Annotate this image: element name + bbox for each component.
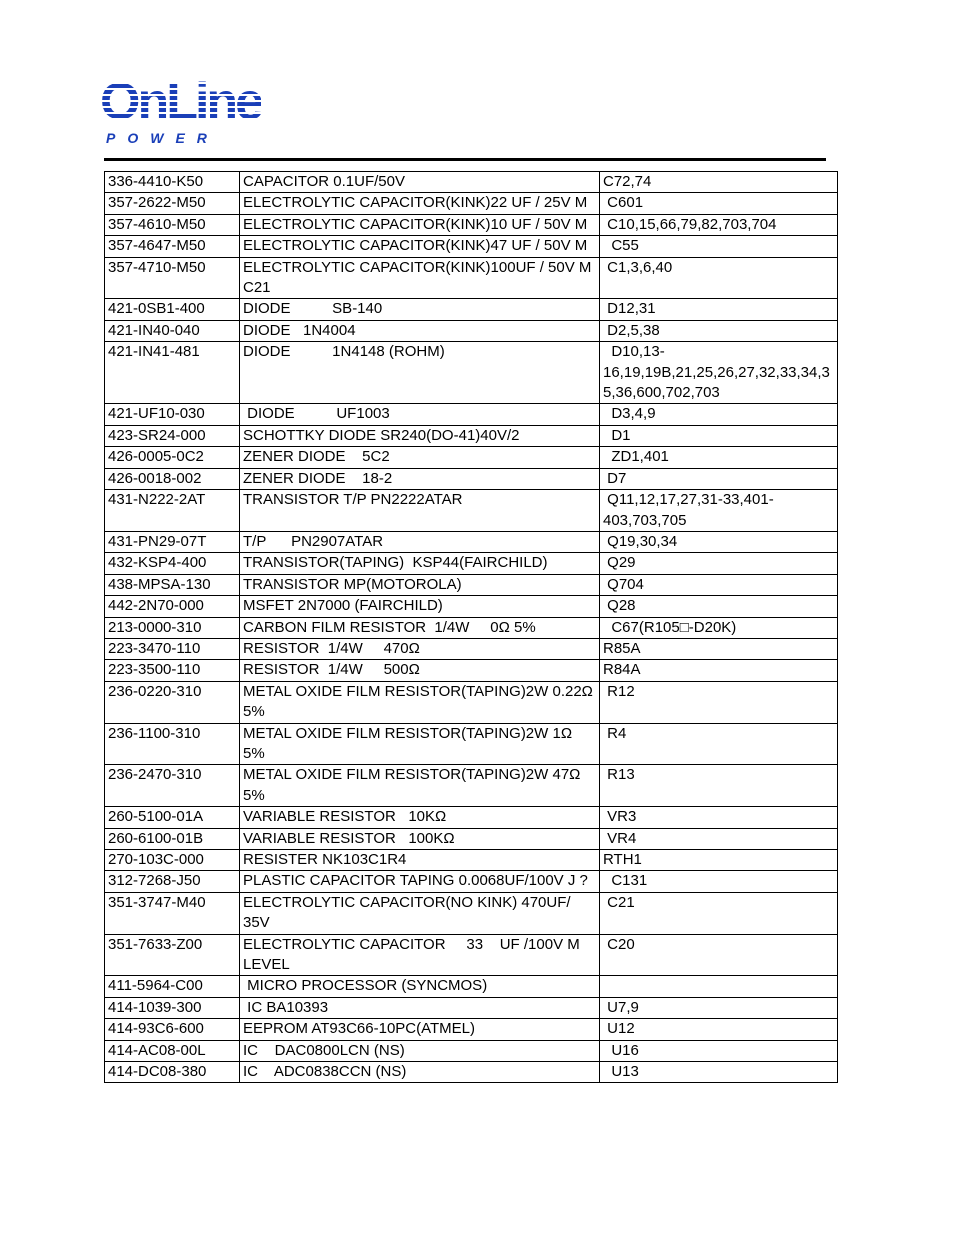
table-row: [105, 320, 838, 341]
description-cell: PLASTIC CAPACITOR TAPING 0.0068UF/100V J ?: [240, 871, 600, 892]
reference-cell: Q29: [600, 553, 838, 574]
table-row: [105, 257, 838, 299]
reference-cell: D3,4,9: [600, 404, 838, 425]
part-number-cell: 236-2470-310: [105, 765, 240, 807]
description-cell: RESISTER NK103C1R4: [240, 850, 600, 871]
description-cell: ZENER DIODE 5C2: [240, 447, 600, 468]
reference-cell: D1: [600, 425, 838, 446]
table-row: [105, 828, 838, 849]
table-row: [105, 299, 838, 320]
part-number-cell: 426-0005-0C2: [105, 447, 240, 468]
reference-cell: R13: [600, 765, 838, 807]
part-number-cell: 431-N222-2AT: [105, 490, 240, 532]
part-number-cell: 414-93C6-600: [105, 1019, 240, 1040]
reference-cell: U7,9: [600, 997, 838, 1018]
reference-cell: C67(R105□-D20K): [600, 617, 838, 638]
part-number-cell: 357-2622-M50: [105, 193, 240, 214]
description-cell: TRANSISTOR(TAPING) KSP44(FAIRCHILD): [240, 553, 600, 574]
reference-cell: [600, 976, 838, 997]
table-row: [105, 1040, 838, 1061]
part-number-cell: 236-0220-310: [105, 681, 240, 723]
reference-cell: C131: [600, 871, 838, 892]
description-cell: IC ADC0838CCN (NS): [240, 1062, 600, 1083]
description-cell: TRANSISTOR T/P PN2222ATAR: [240, 490, 600, 532]
part-number-cell: 351-3747-M40: [105, 892, 240, 934]
part-number-cell: 223-3470-110: [105, 638, 240, 659]
table-row: [105, 1019, 838, 1040]
header-divider: [104, 158, 826, 161]
reference-cell: D12,31: [600, 299, 838, 320]
reference-cell: C10,15,66,79,82,703,704: [600, 214, 838, 235]
description-cell: VARIABLE RESISTOR 100KΩ: [240, 828, 600, 849]
reference-cell: R12: [600, 681, 838, 723]
description-cell: CARBON FILM RESISTOR 1/4W 0Ω 5%: [240, 617, 600, 638]
table-row: [105, 638, 838, 659]
part-number-cell: 336-4410-K50: [105, 172, 240, 193]
part-number-cell: 421-0SB1-400: [105, 299, 240, 320]
table-row: [105, 531, 838, 552]
part-number-cell: 431-PN29-07T: [105, 531, 240, 552]
reference-cell: U12: [600, 1019, 838, 1040]
parts-list-table: [104, 171, 838, 1083]
description-cell: MICRO PROCESSOR (SYNCMOS): [240, 976, 600, 997]
reference-cell: C20: [600, 934, 838, 976]
part-number-cell: 351-7633-Z00: [105, 934, 240, 976]
table-row: [105, 807, 838, 828]
reference-cell: U13: [600, 1062, 838, 1083]
description-cell: METAL OXIDE FILM RESISTOR(TAPING)2W 47Ω 5%: [240, 765, 600, 807]
reference-cell: Q28: [600, 596, 838, 617]
table-row: [105, 997, 838, 1018]
part-number-cell: 423-SR24-000: [105, 425, 240, 446]
description-cell: RESISTOR 1/4W 470Ω: [240, 638, 600, 659]
part-number-cell: 357-4647-M50: [105, 236, 240, 257]
table-row: [105, 193, 838, 214]
description-cell: ELECTROLYTIC CAPACITOR(KINK)22 UF / 25V M: [240, 193, 600, 214]
description-cell: RESISTOR 1/4W 500Ω: [240, 660, 600, 681]
reference-cell: Q11,12,17,27,31-33,401-403,703,705: [600, 490, 838, 532]
description-cell: METAL OXIDE FILM RESISTOR(TAPING)2W 0.22Ω 5%: [240, 681, 600, 723]
table-row: [105, 934, 838, 976]
description-cell: ELECTROLYTIC CAPACITOR 33 UF /100V M LEVEL: [240, 934, 600, 976]
reference-cell: C72,74: [600, 172, 838, 193]
description-cell: CAPACITOR 0.1UF/50V: [240, 172, 600, 193]
reference-cell: C55: [600, 236, 838, 257]
table-row: [105, 553, 838, 574]
table-row: [105, 596, 838, 617]
reference-cell: VR3: [600, 807, 838, 828]
description-cell: DIODE SB-140: [240, 299, 600, 320]
table-row: [105, 617, 838, 638]
description-cell: EEPROM AT93C66-10PC(ATMEL): [240, 1019, 600, 1040]
part-number-cell: 432-KSP4-400: [105, 553, 240, 574]
reference-cell: C601: [600, 193, 838, 214]
part-number-cell: 312-7268-J50: [105, 871, 240, 892]
table-row: [105, 850, 838, 871]
part-number-cell: 357-4710-M50: [105, 257, 240, 299]
table-row: [105, 765, 838, 807]
part-number-cell: 421-UF10-030: [105, 404, 240, 425]
part-number-cell: 213-0000-310: [105, 617, 240, 638]
reference-cell: D10,13-16,19,19B,21,25,26,27,32,33,34,35,36,600,702,703: [600, 342, 838, 404]
table-row: [105, 976, 838, 997]
reference-cell: ZD1,401: [600, 447, 838, 468]
online-power-logo: [100, 73, 300, 150]
table-row: [105, 447, 838, 468]
table-row: [105, 342, 838, 404]
description-cell: T/P PN2907ATAR: [240, 531, 600, 552]
reference-cell: D7: [600, 468, 838, 489]
reference-cell: R84A: [600, 660, 838, 681]
reference-cell: Q19,30,34: [600, 531, 838, 552]
logo-wordmark: OnLine: [100, 73, 262, 131]
part-number-cell: 223-3500-110: [105, 660, 240, 681]
part-number-cell: 442-2N70-000: [105, 596, 240, 617]
description-cell: VARIABLE RESISTOR 10KΩ: [240, 807, 600, 828]
table-row: [105, 468, 838, 489]
description-cell: MSFET 2N7000 (FAIRCHILD): [240, 596, 600, 617]
part-number-cell: 426-0018-002: [105, 468, 240, 489]
reference-cell: Q704: [600, 574, 838, 595]
description-cell: IC BA10393: [240, 997, 600, 1018]
reference-cell: VR4: [600, 828, 838, 849]
description-cell: SCHOTTKY DIODE SR240(DO-41)40V/2: [240, 425, 600, 446]
part-number-cell: 260-5100-01A: [105, 807, 240, 828]
part-number-cell: 414-DC08-380: [105, 1062, 240, 1083]
description-cell: METAL OXIDE FILM RESISTOR(TAPING)2W 1Ω 5%: [240, 723, 600, 765]
description-cell: DIODE 1N4148 (ROHM): [240, 342, 600, 404]
part-number-cell: 411-5964-C00: [105, 976, 240, 997]
part-number-cell: 414-1039-300: [105, 997, 240, 1018]
table-row: [105, 660, 838, 681]
description-cell: ELECTROLYTIC CAPACITOR(NO KINK) 470UF/ 35V: [240, 892, 600, 934]
logo-subtext: POWER: [106, 130, 219, 146]
description-cell: ZENER DIODE 18-2: [240, 468, 600, 489]
table-row: [105, 723, 838, 765]
table-row: [105, 425, 838, 446]
reference-cell: U16: [600, 1040, 838, 1061]
description-cell: TRANSISTOR MP(MOTOROLA): [240, 574, 600, 595]
table-row: [105, 681, 838, 723]
part-number-cell: 270-103C-000: [105, 850, 240, 871]
table-row: [105, 892, 838, 934]
description-cell: ELECTROLYTIC CAPACITOR(KINK)100UF / 50V M C21: [240, 257, 600, 299]
reference-cell: R4: [600, 723, 838, 765]
description-cell: ELECTROLYTIC CAPACITOR(KINK)47 UF / 50V M: [240, 236, 600, 257]
reference-cell: RTH1: [600, 850, 838, 871]
reference-cell: R85A: [600, 638, 838, 659]
reference-cell: C1,3,6,40: [600, 257, 838, 299]
table-row: [105, 214, 838, 235]
table-row: [105, 404, 838, 425]
description-cell: DIODE 1N4004: [240, 320, 600, 341]
table-row: [105, 574, 838, 595]
part-number-cell: 357-4610-M50: [105, 214, 240, 235]
table-row: [105, 172, 838, 193]
description-cell: DIODE UF1003: [240, 404, 600, 425]
part-number-cell: 438-MPSA-130: [105, 574, 240, 595]
part-number-cell: 414-AC08-00L: [105, 1040, 240, 1061]
part-number-cell: 236-1100-310: [105, 723, 240, 765]
part-number-cell: 421-IN40-040: [105, 320, 240, 341]
table-row: [105, 490, 838, 532]
description-cell: ELECTROLYTIC CAPACITOR(KINK)10 UF / 50V M: [240, 214, 600, 235]
table-row: [105, 1062, 838, 1083]
table-row: [105, 871, 838, 892]
part-number-cell: 260-6100-01B: [105, 828, 240, 849]
part-number-cell: 421-IN41-481: [105, 342, 240, 404]
description-cell: IC DAC0800LCN (NS): [240, 1040, 600, 1061]
reference-cell: D2,5,38: [600, 320, 838, 341]
table-row: [105, 236, 838, 257]
reference-cell: C21: [600, 892, 838, 934]
